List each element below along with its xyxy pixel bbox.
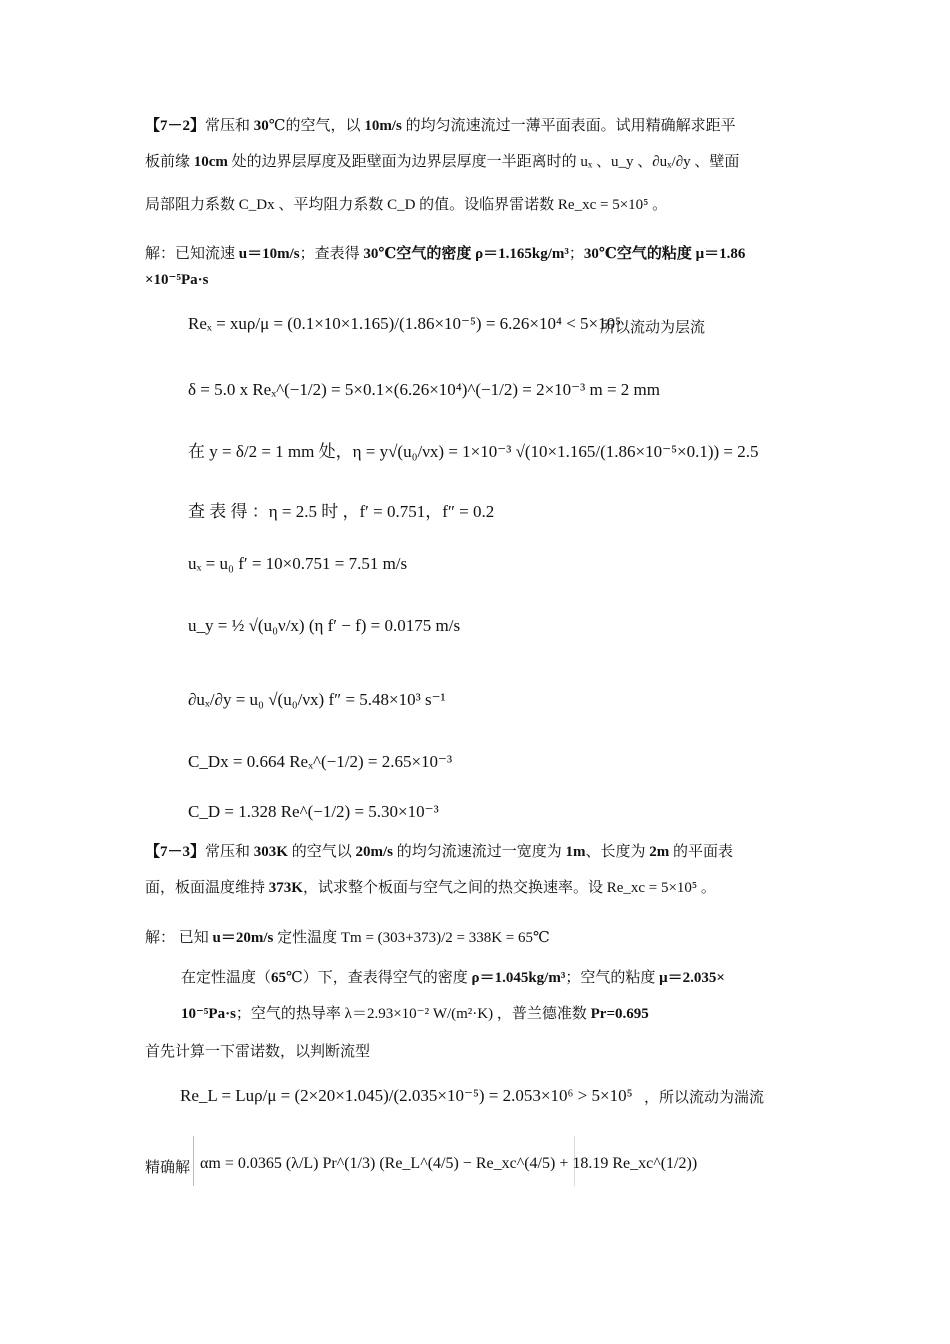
mean-drag-coefficient-equation: C_D = 1.328 Re^(−1/2) = 5.30×10⁻³ [188, 802, 439, 821]
problem-7-2-heading: 【7－2】 [145, 118, 206, 134]
problem-7-3-statement: 【7－3】常压和 303K 的空气以 20m/s 的均匀流速流过一宽度为 1m、长度为 2m 的平面表 面，板面温度维持 373K，试求整个板面与空气之间的热交换速率。设 Re_xc = 5×10⁵ 。 [145, 844, 734, 896]
air-properties-continued: 10⁻⁵Pa·s；空气的热导率 λ＝2.93×10⁻² W/(m²·K) ，普兰德准数 Pr=0.695 [181, 1006, 649, 1022]
eta-equation: 在 y = δ/2 = 1 mm 处，η = y√(u₀/νx) = 1×10⁻³ √(10×1.165/(1.86×10⁻⁵×0.1)) = 2.5 [188, 442, 759, 461]
reynolds-equation: Reₓ = xuρ/μ = (0.1×10×1.165)/(1.86×10⁻⁵) = 6.26×10⁴ < 5×10⁵ [188, 314, 622, 333]
problem-7-2-given: 解：已知流速 u＝10m/s；查表得 30℃空气的密度 ρ＝1.165kg/m³；30℃空气的粘度 μ＝1.86 ×10⁻⁵Pa·s [145, 246, 746, 288]
laminar-note: 所以流动为层流 [600, 320, 706, 336]
local-drag-coefficient-equation: C_Dx = 0.664 Reₓ^(−1/2) = 2.65×10⁻³ [188, 752, 453, 771]
uy-equation: u_y = ½ √(u₀ν/x) (η f′ − f) = 0.0175 m/s [188, 616, 461, 635]
ux-equation: uₓ = u₀ f′ = 10×0.751 = 7.51 m/s [188, 554, 408, 573]
flow-regime-intro: 首先计算一下雷诺数，以判断流型 [145, 1044, 371, 1060]
problem-7-3-given: 解： 已知 u＝20m/s 定性温度 Tm = (303+373)/2 = 338K = 65℃ [145, 930, 550, 946]
table-lookup-equation: 查 表 得 ：η = 2.5 时 ，f′ = 0.751，f″ = 0.2 [188, 502, 495, 521]
boundary-layer-thickness-equation: δ = 5.0 x Reₓ^(−1/2) = 5×0.1×(6.26×10⁴)^(−1/2) = 2×10⁻³ m = 2 mm [188, 380, 660, 399]
velocity-gradient-equation: ∂uₓ/∂y = u₀ √(u₀/νx) f″ = 5.48×10³ s⁻¹ [188, 690, 446, 709]
air-properties: 在定性温度（65℃）下，查表得空气的密度 ρ＝1.045kg/m³；空气的粘度 μ＝2.035× [181, 970, 725, 986]
turbulent-note: ，所以流动为湍流 [644, 1090, 765, 1106]
problem-7-2-statement: 【7－2】常压和 30℃的空气，以 10m/s 的均匀流速流过一薄平面表面。试用精确解求距平 板前缘 10cm 处的边界层厚度及距壁面为边界层厚度一半距离时的 uₓ 、u_y 、∂uₓ/∂y 、壁面 局部阻力系数 C_Dx 、平均阻力系数 C_D 的值。设临界雷诺数 Re_xc = 5×10⁵ 。 [145, 118, 740, 213]
exact-solution-label: 精确解 [145, 1160, 191, 1176]
mean-heat-transfer-coefficient-equation: αm = 0.0365 (λ/L) Pr^(1/3) (Re_L^(4/5) − Re_xc^(4/5) + 18.19 Re_xc^(1/2)) [200, 1155, 698, 1172]
problem-7-3-heading: 【7－3】 [145, 844, 206, 860]
reynolds-length-equation: Re_L = Luρ/μ = (2×20×1.045)/(2.035×10⁻⁵) = 2.053×10⁶ > 5×10⁵ [180, 1086, 633, 1105]
